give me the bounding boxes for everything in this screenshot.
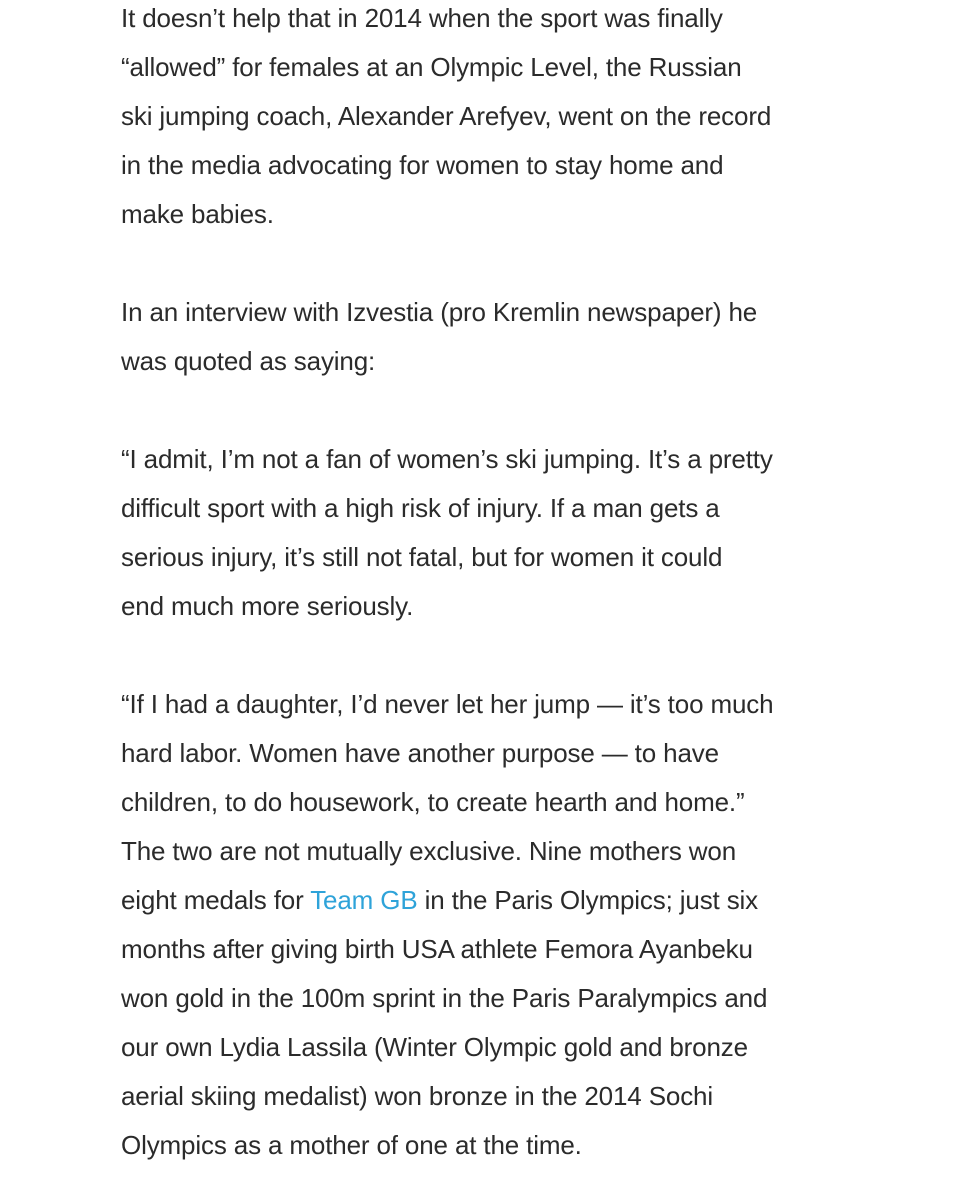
text-line: in the media advocating for women to stay home and (121, 150, 724, 180)
paragraph-quote-1 (121, 435, 851, 631)
text-line: make babies. (121, 199, 274, 229)
text-segment: in the Paris Olympics; just six (417, 885, 759, 915)
article-body (121, 0, 851, 1170)
text-segment: eight medals for (121, 885, 311, 915)
text-line: hard labor. Women have another purpose — to have (121, 738, 719, 768)
text-line: end much more seriously. (121, 591, 414, 621)
text-line: children, to do housework, to create hearth and home.” (121, 787, 745, 817)
text-line: months after giving birth USA athlete Femora Ayanbeku (121, 934, 753, 964)
text-line: difficult sport with a high risk of injury. If a man gets a (121, 493, 720, 523)
text-line-with-link (121, 876, 851, 925)
text-line: serious injury, it’s still not fatal, but for women it could (121, 542, 723, 572)
paragraph-quote-2 (121, 680, 851, 1170)
text-line: was quoted as saying: (121, 346, 376, 376)
text-line: “allowed” for females at an Olympic Level, the Russian (121, 52, 742, 82)
text-line: aerial skiing medalist) won bronze in the 2014 Sochi (121, 1081, 713, 1111)
text-line: It doesn’t help that in 2014 when the sport was finally (121, 3, 723, 33)
text-line: The two are not mutually exclusive. Nine mothers won (121, 836, 737, 866)
text-line: Olympics as a mother of one at the time. (121, 1130, 582, 1160)
paragraph-intro (121, 0, 851, 239)
paragraph-interview (121, 288, 851, 386)
team-gb-link[interactable]: Team GB (310, 885, 418, 915)
text-line: won gold in the 100m sprint in the Paris Paralympics and (121, 983, 768, 1013)
text-line: ski jumping coach, Alexander Arefyev, went on the record (121, 101, 772, 131)
text-line: “I admit, I’m not a fan of women’s ski jumping. It’s a pretty (121, 444, 773, 474)
text-line: “If I had a daughter, I’d never let her jump — it’s too much (121, 689, 774, 719)
text-line: In an interview with Izvestia (pro Kremlin newspaper) he (121, 297, 758, 327)
text-line: our own Lydia Lassila (Winter Olympic gold and bronze (121, 1032, 748, 1062)
